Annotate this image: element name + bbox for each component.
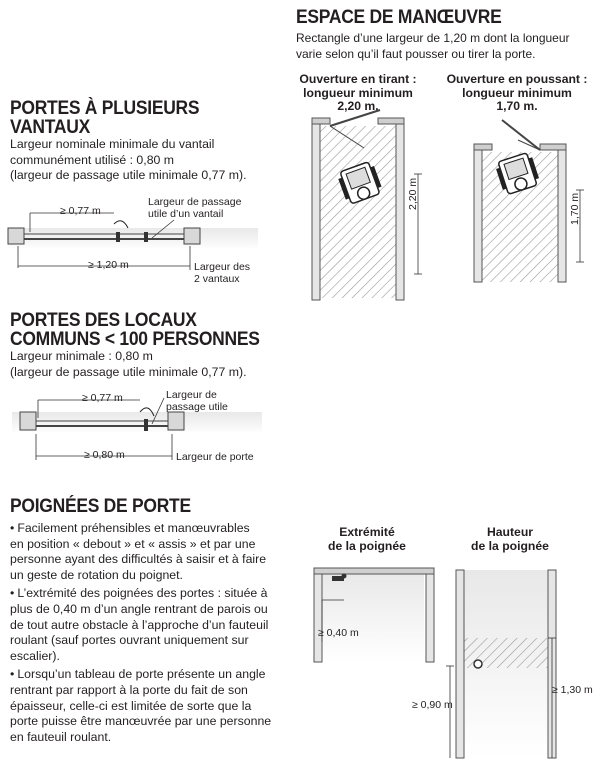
handle-height-dim-low: ≥ 0,90 m <box>412 699 453 711</box>
handle-end-caption-line1: Extrémité <box>339 525 395 539</box>
push-caption-line1: Ouverture en poussant : <box>446 72 588 86</box>
p1-line-3: personne ayant des difficultés à saisir et à faire <box>10 552 267 567</box>
multi-leaf-label-leaf <box>148 197 241 220</box>
p2-line-1: L’extrémité des poignées des portes : située à <box>17 586 268 601</box>
common-title-line1: PORTES DES LOCAUX <box>10 310 197 331</box>
handle-height-caption-line2: de la poignée <box>471 538 549 553</box>
handles-text <box>10 521 300 748</box>
multi-leaf-desc-line2: communément utilisé : 0,80 m <box>10 152 175 167</box>
handle-height-caption <box>446 526 574 553</box>
maneuver-desc-line2: varie selon qu’il faut pousser ou tirer la porte. <box>296 46 536 61</box>
multi-leaf-label-two <box>194 262 250 285</box>
common-desc-line1: Largeur minimale : 0,80 m <box>10 349 153 363</box>
multi-leaf-title-line1: PORTES À PLUSIEURS <box>10 98 200 119</box>
multi-leaf-label-two-line1: Largeur des <box>194 261 251 273</box>
common-label-passage-line2: passage utile <box>166 400 228 413</box>
handle-end-dimension: ≥ 0,40 m <box>318 627 359 639</box>
handle-end-diagram <box>306 564 442 664</box>
handle-height-diagram <box>456 570 556 760</box>
p1-line-4: un geste de rotation du poignet. <box>10 567 183 582</box>
p3-line-3: épaisseur, celle-ci est limitée de sorte que la <box>10 698 252 713</box>
multi-leaf-label-leaf-line1: Largeur de passage <box>148 196 242 208</box>
multi-leaf-desc-line1: Largeur nominale minimale du vantail <box>10 137 215 151</box>
multi-leaf-title-line2: VANTAUX <box>10 117 90 138</box>
handle-height-caption-line1: Hauteur <box>486 525 534 539</box>
handles-paragraph-1 <box>10 521 300 583</box>
bullet-3: • <box>10 667 15 682</box>
p2-line-2: plus de 0,40 m d’un angle rentrant de parois ou <box>10 601 268 616</box>
p2-line-3: de tout autre obstacle à l’approche d’un fauteuil <box>10 617 269 632</box>
p1-line-2: en position « debout » et « assis » et par une <box>10 536 256 551</box>
handle-end-caption <box>308 526 426 553</box>
pull-caption-line2: longueur minimum <box>303 85 413 100</box>
push-dimension: 1,70 m <box>569 192 581 225</box>
multi-leaf-dim-top: ≥ 0,77 m <box>60 205 101 217</box>
push-caption-line3: 1,70 m. <box>496 99 538 113</box>
p2-line-5: escalier). <box>10 648 60 663</box>
multi-leaf-label-two-line2: 2 vantaux <box>194 272 240 285</box>
handle-end-caption-line2: de la poignée <box>328 538 406 553</box>
p2-line-4: roulant (sauf portes ouvrant uniquement sur <box>10 633 249 648</box>
pull-caption-line3: 2,20 m. <box>337 99 379 113</box>
common-dim-top: ≥ 0,77 m <box>82 392 123 404</box>
multi-leaf-dim-bottom: ≥ 1,20 m <box>88 259 129 271</box>
p3-line-1: Lorsqu’un tableau de porte présente un angle <box>17 667 266 682</box>
handles-paragraph-3 <box>10 667 300 745</box>
maneuver-description <box>296 31 570 62</box>
handles-paragraph-2 <box>10 586 300 664</box>
pull-dimension: 2,20 m <box>407 177 419 210</box>
common-desc-line2: (largeur de passage utile minimale 0,77 m). <box>10 364 247 379</box>
maneuver-title: ESPACE DE MANŒUVRE <box>296 7 502 28</box>
pull-caption <box>296 73 420 114</box>
common-description <box>10 349 247 380</box>
multi-leaf-description <box>10 137 247 184</box>
multi-leaf-desc-line3: (largeur de passage utile minimale 0,77 m). <box>10 168 247 183</box>
handle-height-dim-high: ≥ 1,30 m <box>552 684 593 696</box>
multi-leaf-title <box>10 99 199 137</box>
common-label-passage <box>166 390 228 413</box>
handles-title: POIGNÉES DE PORTE <box>10 496 191 517</box>
common-label-door: Largeur de porte <box>176 451 254 463</box>
maneuver-desc-line1: Rectangle d’une largeur de 1,20 m dont la longueur <box>296 31 570 45</box>
p3-line-4: porte puisse être manœuvrée par une personne <box>10 714 272 729</box>
p1-line-1: Facilement préhensibles et manœuvrables <box>17 521 250 535</box>
pull-caption-line1: Ouverture en tirant : <box>299 72 417 86</box>
multi-leaf-label-leaf-line2: utile d’un vantail <box>148 207 224 220</box>
bullet-2: • <box>10 586 15 601</box>
common-title-line2: COMMUNS < 100 PERSONNES <box>10 329 260 350</box>
common-label-passage-line1: Largeur de <box>166 389 217 401</box>
common-dim-bottom: ≥ 0,80 m <box>84 449 125 461</box>
push-caption-line2: longueur minimum <box>462 85 572 100</box>
bullet-1: • <box>10 521 15 535</box>
common-title <box>10 311 260 349</box>
p3-line-2: rentrant par rapport à la porte du fait de son <box>10 682 248 697</box>
push-caption <box>440 73 594 114</box>
p3-line-5: en fauteuil roulant. <box>10 729 112 744</box>
